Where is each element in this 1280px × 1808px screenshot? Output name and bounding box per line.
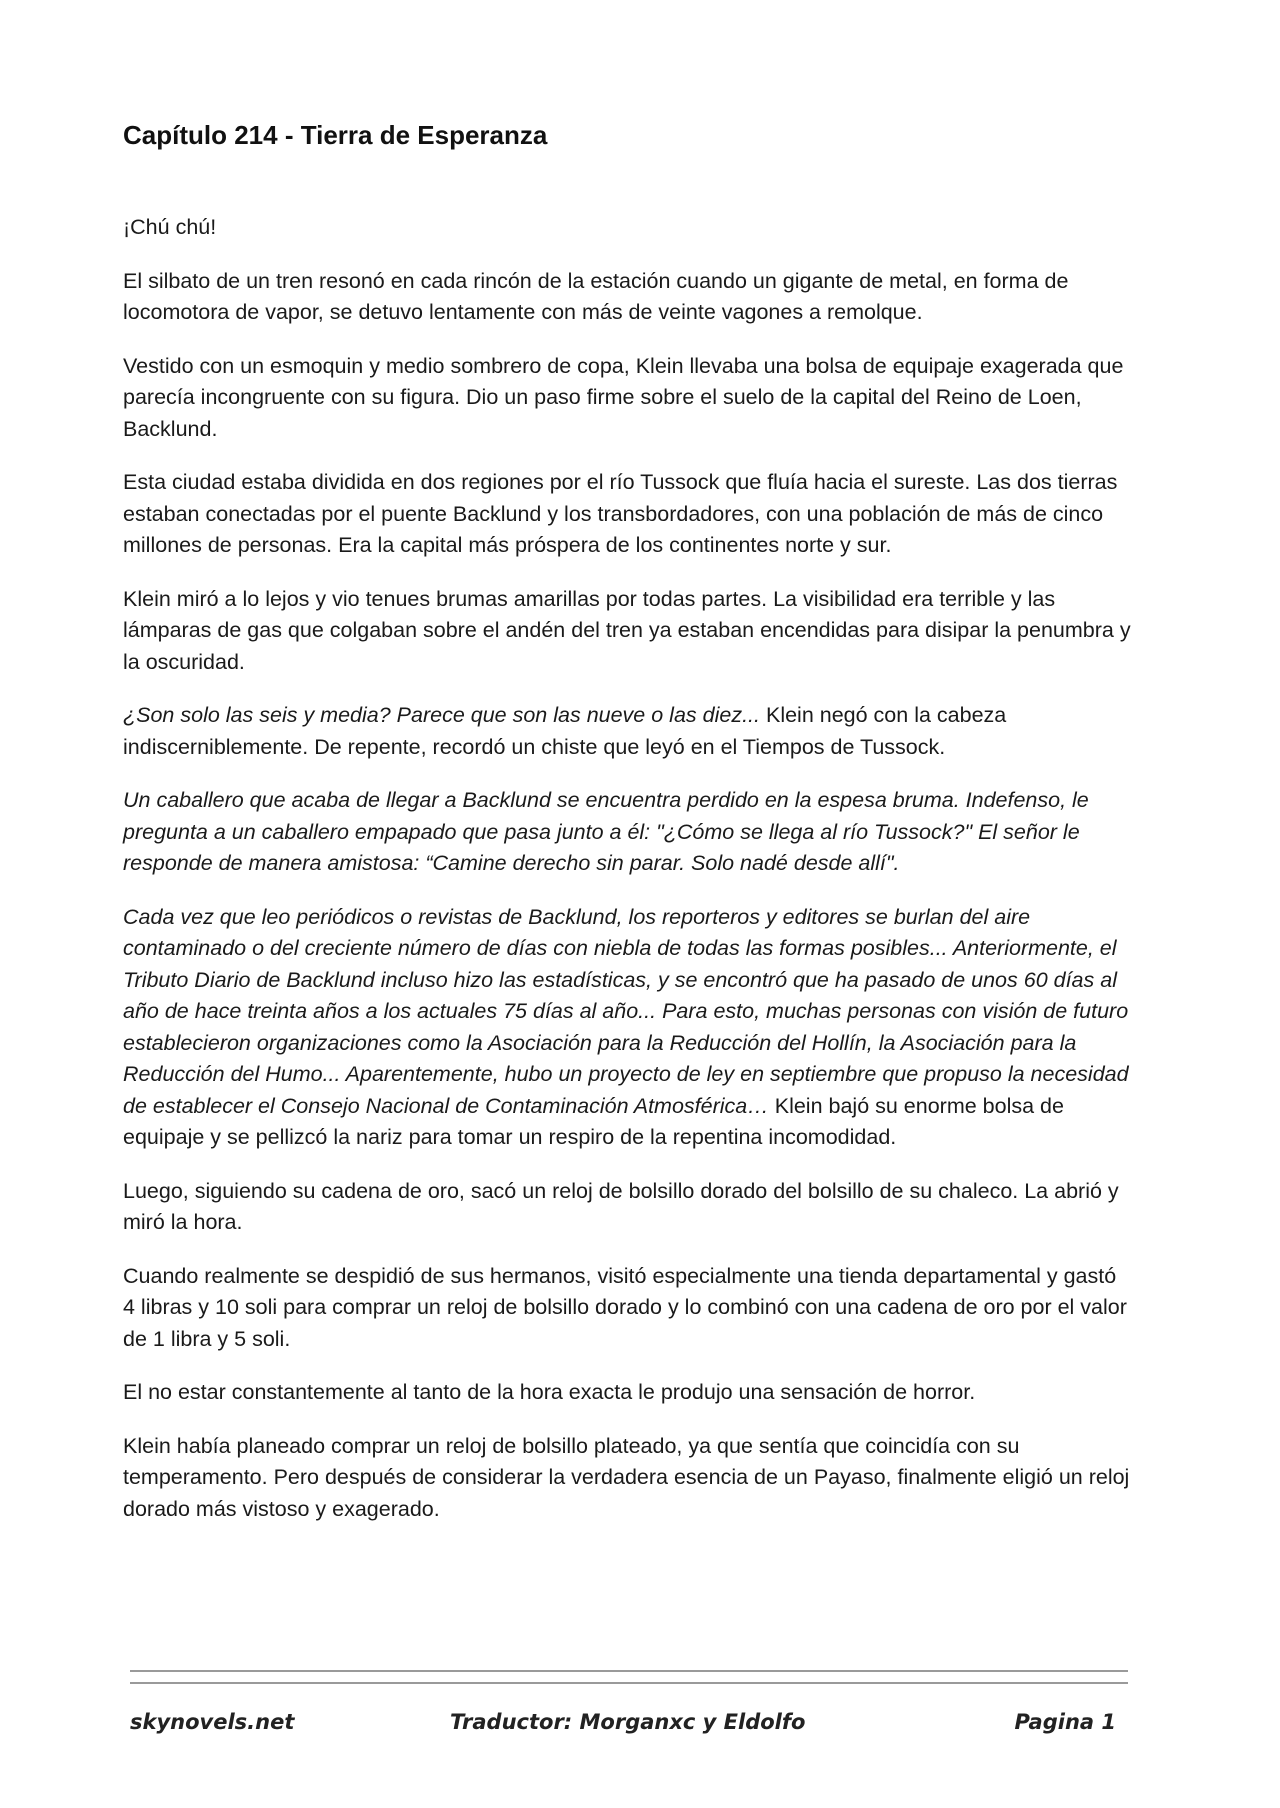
- paragraph: [123, 902, 1133, 1154]
- paragraph-text: El no estar constantemente al tanto de la hora exacta le produjo una sensación de horror.: [123, 1380, 976, 1404]
- paragraph: [123, 785, 1133, 880]
- paragraph-text: Klein negó con la cabeza indiscerniblemente. De repente, recordó un chiste que leyó en el Tiempos de Tussock.: [123, 703, 1007, 759]
- paragraph-text: Vestido con un esmoquin y medio sombrero de copa, Klein llevaba una bolsa de equipaje exagerada que parecía incongruente con su figura. Dio un paso firme sobre el suelo de la capital del Reino de Loen, Backlund.: [123, 353, 1124, 441]
- paragraph-text: Cuando realmente se despidió de sus hermanos, visitó especialmente una tienda departamental y gastó 4 libras y 10 soli para comprar un reloj de bolsillo dorado y lo combinó con una cadena de oro por el valor de 1 libra y 5 soli.: [123, 1263, 1127, 1351]
- footer-site: skynovels.net: [130, 1710, 295, 1734]
- paragraph-text: Klein miró a lo lejos y vio tenues brumas amarillas por todas partes. La visibilidad era terrible y las lámparas de gas que colgaban sobre el andén del tren ya estaban encendidas para disipar la penumbra y la oscuridad.: [123, 586, 1131, 674]
- paragraph: [123, 1261, 1133, 1356]
- paragraph-italic-text: Cada vez que leo periódicos o revistas de Backlund, los reporteros y editores se burlan del aire contaminado o del creciente número de días con niebla de todas las formas posibles... Anteriormente, el Tributo Diario de Backlund incluso hizo las estadísticas, y se encontró que ha pasado de unos 60 días al año de hace treinta años a los actuales 75 días al año... Para esto, muchas personas con visión de futuro establecieron organizaciones como la Asociación para la Reducción del Hollín, la Asociación para la Reducción del Humo... Aparentemente, hubo un proyecto de ley en septiembre que propuso la necesidad de establecer el Consejo Nacional de Contaminación Atmosférica…: [123, 904, 1129, 1118]
- paragraph: [123, 351, 1133, 446]
- paragraph: [123, 1176, 1133, 1239]
- footer-translator: Traductor: Morganxc y Eldolfo: [450, 1710, 806, 1734]
- chapter-title: Capítulo 214 - Tierra de Esperanza: [123, 120, 548, 150]
- paragraph: [123, 212, 1133, 244]
- paragraph: [123, 467, 1133, 562]
- footer-rule-top: [130, 1670, 1128, 1672]
- footer-divider: [130, 1670, 1128, 1694]
- paragraph: [123, 266, 1133, 329]
- paragraph: [123, 1377, 1133, 1409]
- paragraph-text: Klein bajó su enorme bolsa de equipaje y se pellizcó la nariz para tomar un respiro de la repentina incomodidad.: [123, 1093, 1064, 1149]
- paragraph-text: Esta ciudad estaba dividida en dos regiones por el río Tussock que fluía hacia el sureste. Las dos tierras estaban conectadas por el puente Backlund y los transbordadores, con una población de más de cinco millones de personas. Era la capital más próspera de los continentes norte y sur.: [123, 470, 1118, 557]
- paragraph-text: Luego, siguiendo su cadena de oro, sacó un reloj de bolsillo dorado del bolsillo de su chaleco. La abrió y miró la hora.: [123, 1178, 1119, 1234]
- paragraph-list: [123, 212, 1133, 1525]
- paragraph-text: Klein había planeado comprar un reloj de bolsillo plateado, ya que sentía que coincidía con su temperamento. Pero después de considerar la verdadera esencia de un Payaso, finalmente eligió un reloj dorado más vistoso y exagerado.: [123, 1433, 1130, 1521]
- document-body: [123, 118, 1133, 1547]
- paragraph: [123, 584, 1133, 679]
- paragraph-text: ¡Chú chú!: [123, 215, 217, 239]
- paragraph: [123, 1431, 1133, 1526]
- footer-rule-bottom: [130, 1682, 1128, 1684]
- paragraph-italic-text: Un caballero que acaba de llegar a Backlund se encuentra perdido en la espesa bruma. Indefenso, le pregunta a un caballero empapado que pasa junto a él: "¿Cómo se llega al río Tussock?" El señor le responde de manera amistosa: “Camine derecho sin parar. Solo nadé desde allí".: [123, 788, 1089, 875]
- paragraph: [123, 700, 1133, 763]
- page-footer: [130, 1710, 1128, 1750]
- paragraph-italic-text: ¿Son solo las seis y media? Parece que son las nueve o las diez...: [123, 703, 760, 727]
- footer-page-number: Pagina 1: [1014, 1710, 1116, 1734]
- paragraph-text: El silbato de un tren resonó en cada rincón de la estación cuando un gigante de metal, en forma de locomotora de vapor, se detuvo lentamente con más de veinte vagones a remolque.: [123, 268, 1069, 324]
